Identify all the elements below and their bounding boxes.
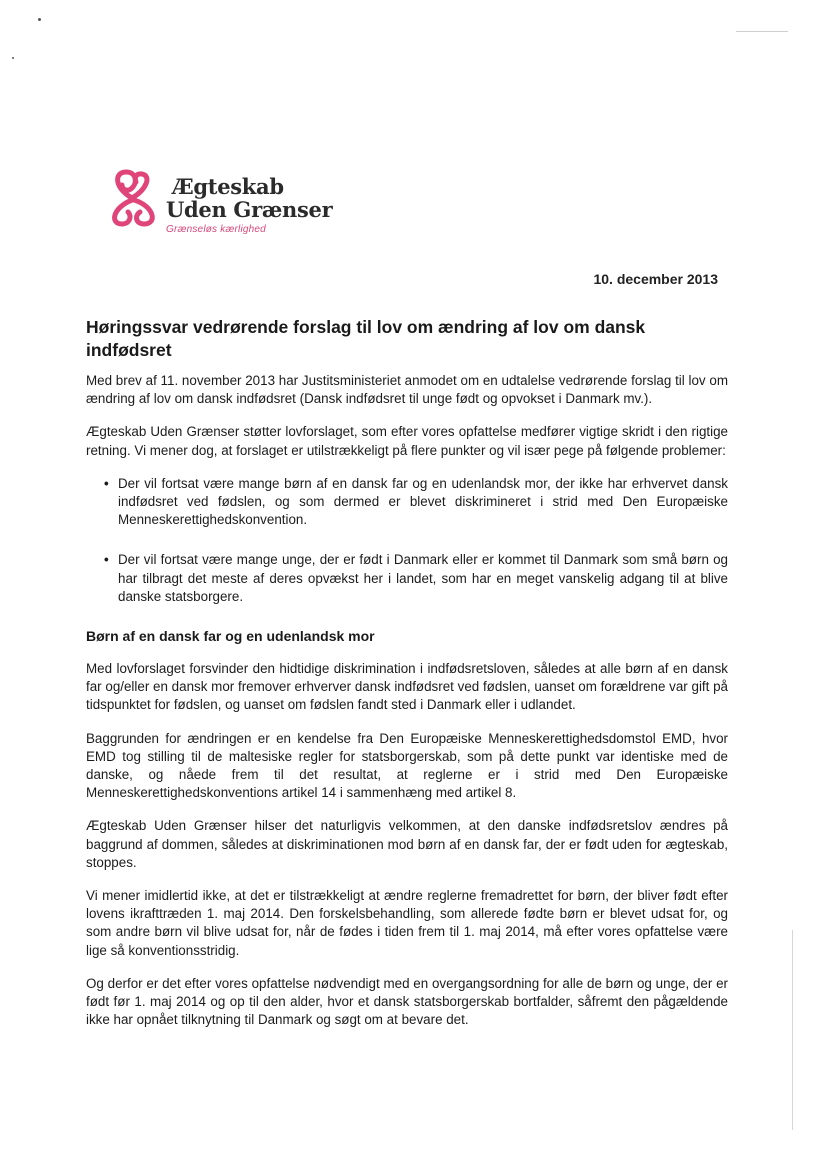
- problem-list-item-text: Der vil fortsat være mange unge, der er født i Danmark eller er kommet til Danmark som små børn og har tilbragt det meste af deres opvækst her i landet, som har en meget vanskelig adgang til at blive danske statsborgere.: [118, 552, 728, 604]
- section-paragraph: Baggrunden for ændringen er en kendelse fra Den Europæiske Menneskerettighedsdomstol EMD, hvor EMD tog stilling til de maltesiske regler for statsborgerskab, som på dette punkt var identiske med de danske, og nåede frem til det resultat, at reglerne er i strid med Den Europæiske Menneskerettighedskonventions artikel 14 i sammenhæng med artikel 8.: [86, 730, 728, 801]
- scan-edge-line: [792, 930, 793, 1130]
- letter-date: 10. december 2013: [593, 271, 718, 287]
- scan-mark: [736, 31, 788, 32]
- scan-speck: [12, 57, 14, 59]
- heart-knot-logo-icon: [106, 168, 164, 228]
- section-paragraph: Med lovforslaget forsvinder den hidtidige diskrimination i indfødsretsloven, således at alle børn af en dansk far og/eller en dansk mor fremover erhverver dansk indfødsret ved fødslen, uanset om forældrene var gift på tidspunktet for fødslen, og uanset om fødslen fandt sted i Danmark eller i udlandet.: [86, 661, 728, 713]
- body-paragraph: Ægteskab Uden Grænser støtter lovforslaget, som efter vores opfattelse medfører vigtige skridt i den rigtige retning. Vi mener dog, at forslaget er utilstrækkeligt på flere punkter og vil især pege på følgende problemer:: [86, 424, 728, 458]
- problem-list-item-text: Der vil fortsat være mange børn af en dansk far og en udenlandsk mor, der ikke har erhvervet dansk indfødsret ved fødslen, og som dermed er blevet diskrimineret i strid med Den Europæiske Menneskerettighedskonvention.: [118, 475, 728, 528]
- problem-list-item: [86, 551, 728, 606]
- logo-text-line1: Ægteskab: [172, 174, 284, 199]
- bullet-icon: •: [104, 475, 109, 491]
- document-title: Høringssvar vedrørende forslag til lov om ændring af lov om dansk indfødsret: [86, 317, 646, 360]
- body-paragraph: Med brev af 11. november 2013 har Justitsministeriet anmodet om en udtalelse vedrørende forslag til lov om ændring af lov om dansk indfødsret (Dansk indfødsret til unge født og opvokset i Danmark mv.).: [86, 373, 728, 407]
- section-heading: Børn af en dansk far og en udenlandsk mor: [86, 628, 375, 645]
- section-paragraph: Og derfor er det efter vores opfattelse nødvendigt med en overgangsordning for alle de børn og unge, der er født før 1. maj 2014 og op til den alder, hvor et dansk statsborgerskab bortfalder, såfremt den pågældende ikke har opnået tilknytning til Danmark og søgt om at bevare det.: [86, 975, 728, 1028]
- bullet-icon: •: [104, 552, 109, 568]
- section-paragraph: Ægteskab Uden Grænser hilser det naturligvis velkommen, at den danske indfødsretslov ændres på baggrund af dommen, således at diskriminationen mod børn af en dansk far, der er født uden for ægteskab, stoppes.: [86, 818, 728, 870]
- scan-speck: [38, 18, 41, 21]
- section-paragraph: Vi mener imidlertid ikke, at det er tilstrækkeligt at ændre reglerne fremadrettet for børn, der bliver født efter lovens ikrafttræden 1. maj 2014. Den forskelsbehandling, som allerede fødte børn er blevet udsat for, og som andre børn vil blive udsat for, når de fødes i tiden frem til 1. maj 2014, må efter vores opfattelse være lige så konventionsstridig.: [86, 888, 728, 958]
- problem-list-item: [86, 475, 728, 530]
- problem-list: [86, 475, 728, 606]
- organization-logo: [106, 168, 336, 238]
- document-body: [86, 372, 728, 1044]
- logo-tagline: Grænseløs kærlighed: [166, 224, 266, 235]
- logo-text-line2: Uden Grænser: [166, 197, 333, 222]
